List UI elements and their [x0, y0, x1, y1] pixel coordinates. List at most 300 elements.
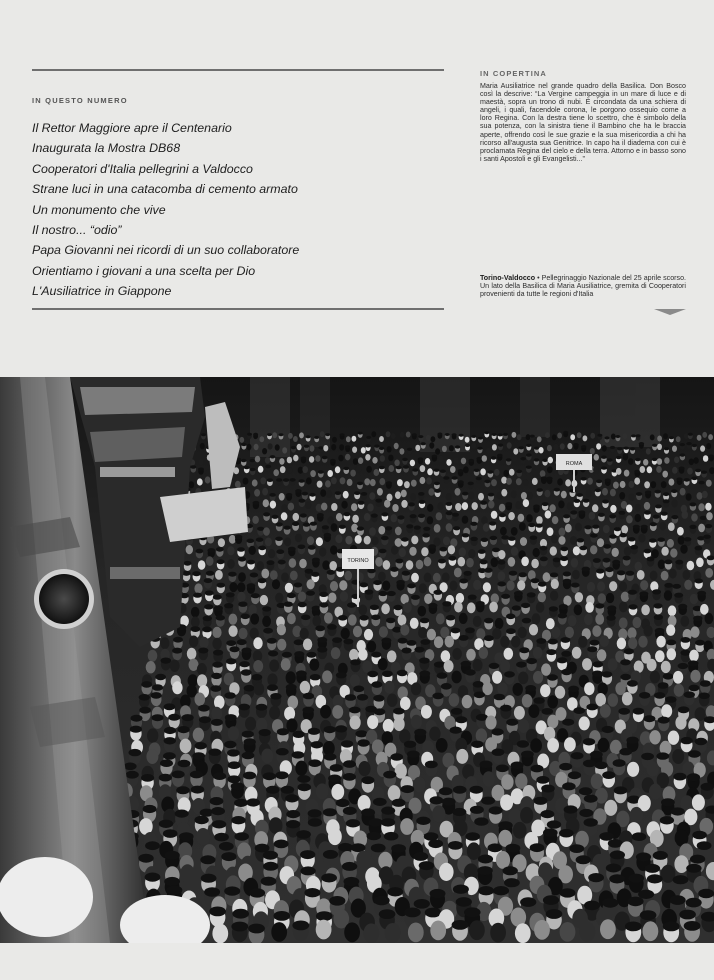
crowd-hair	[332, 637, 342, 643]
crowd-head	[438, 456, 443, 463]
contents-item[interactable]: Papa Giovanni nei ricordi di un suo collaboratore	[32, 243, 300, 258]
crowd-hair	[450, 727, 462, 734]
crowd-hair	[366, 436, 371, 439]
crowd-head	[635, 514, 642, 522]
crowd-head	[249, 546, 256, 555]
crowd-hair	[439, 547, 447, 552]
crowd-head	[410, 618, 419, 629]
crowd-head	[401, 500, 407, 508]
crowd-hair	[448, 556, 456, 561]
crowd-hair	[324, 533, 332, 537]
crowd-head	[689, 459, 694, 466]
crowd-hair	[603, 558, 611, 563]
crowd-hair	[587, 646, 597, 652]
crowd-head	[690, 594, 698, 604]
crowd-head	[404, 481, 410, 488]
crowd-head	[533, 548, 540, 557]
crowd-head	[367, 715, 378, 729]
crowd-hair	[374, 896, 390, 906]
crowd-head	[496, 851, 510, 869]
crowd-hair	[453, 526, 460, 530]
crowd-head	[664, 457, 669, 464]
crowd-head	[348, 614, 357, 625]
crowd-hair	[259, 729, 271, 736]
crowd-hair	[419, 500, 426, 504]
crowd-hair	[386, 481, 392, 485]
crowd-head	[598, 738, 610, 753]
crowd-hair	[360, 582, 369, 587]
crowd-hair	[452, 920, 469, 930]
crowd-head	[516, 478, 522, 485]
crowd-hair	[234, 799, 248, 807]
crowd-head	[446, 523, 453, 532]
crowd-head	[565, 479, 571, 486]
crowd-head	[482, 455, 487, 462]
crowd-head	[572, 647, 582, 659]
crowd-hair	[250, 573, 258, 578]
crowd-hair	[674, 593, 683, 598]
crowd-hair	[418, 435, 423, 438]
crowd-head	[186, 545, 193, 554]
crowd-hair	[563, 579, 572, 584]
crowd-head	[483, 771, 495, 787]
crowd-head	[449, 581, 457, 591]
crowd-hair	[200, 855, 215, 864]
crowd-hair	[232, 909, 249, 919]
crowd-hair	[543, 828, 558, 837]
crowd-hair	[560, 637, 570, 643]
crowd-hair	[661, 798, 675, 806]
crowd-hair	[430, 889, 446, 898]
crowd-head	[669, 569, 677, 579]
crowd-head	[358, 649, 368, 661]
crowd-head	[590, 433, 595, 439]
crowd-head	[647, 466, 653, 473]
crowd-head	[262, 488, 268, 496]
crowd-hair	[598, 513, 605, 517]
crowd-hair	[601, 466, 607, 469]
crowd-hair	[151, 692, 162, 699]
crowd-hair	[286, 810, 300, 818]
crowd-hair	[312, 606, 321, 611]
crowd-hair	[680, 650, 690, 656]
crowd-hair	[671, 489, 677, 493]
crowd-hair	[612, 560, 620, 565]
crowd-hair	[196, 549, 204, 554]
crowd-hair	[684, 537, 692, 541]
crowd-hair	[627, 897, 643, 907]
crowd-hair	[303, 707, 315, 714]
crowd-hair	[258, 546, 266, 551]
crowd-head	[624, 470, 630, 477]
crowd-hair	[321, 873, 337, 882]
crowd-head	[449, 693, 460, 706]
crowd-head	[621, 592, 629, 602]
crowd-hair	[244, 466, 250, 469]
crowd-head	[406, 432, 411, 438]
crowd-hair	[318, 446, 323, 449]
crowd-hair	[630, 545, 638, 550]
crowd-head	[421, 705, 432, 719]
crowd-hair	[508, 537, 516, 541]
crowd-hair	[593, 661, 604, 667]
crowd-hair	[217, 583, 226, 588]
crowd-hair	[474, 817, 488, 825]
crowd-hair	[692, 444, 697, 447]
crowd-head	[657, 458, 662, 465]
crowd-hair	[595, 488, 601, 492]
crowd-hair	[182, 714, 194, 721]
crowd-head	[620, 481, 626, 488]
crowd-head	[575, 592, 583, 602]
crowd-head	[518, 627, 527, 638]
crowd-head	[343, 491, 349, 499]
crowd-head	[541, 663, 551, 675]
crowd-hair	[462, 533, 470, 537]
crowd-hair	[602, 771, 615, 779]
crowd-hair	[470, 537, 478, 541]
crowd-head	[486, 448, 491, 454]
crowd-head	[678, 536, 685, 545]
crowd-head	[353, 458, 358, 465]
crowd-hair	[470, 806, 484, 814]
crowd-head	[610, 505, 616, 513]
crowd-hair	[695, 546, 703, 551]
crowd-hair	[226, 640, 236, 646]
crowd-hair	[571, 752, 584, 759]
crowd-hair	[145, 841, 160, 850]
crowd-hair	[628, 590, 637, 595]
crowd-hair	[204, 578, 213, 583]
crowd-hair	[371, 514, 378, 518]
crowd-hair	[434, 469, 440, 472]
crowd-head	[306, 477, 312, 484]
crowd-hair	[290, 478, 296, 482]
crowd-hair	[597, 434, 602, 437]
crowd-hair	[546, 909, 563, 919]
crowd-hair	[492, 749, 505, 756]
crowd-head	[330, 545, 337, 554]
crowd-hair	[530, 536, 538, 540]
crowd-head	[332, 705, 343, 719]
crowd-hair	[163, 829, 178, 838]
crowd-hair	[595, 762, 608, 770]
crowd-hair	[244, 685, 255, 692]
crowd-head	[668, 522, 675, 531]
crowd-hair	[530, 435, 535, 438]
crowd-hair	[143, 805, 157, 813]
crowd-head	[687, 468, 693, 475]
crowd-head	[629, 493, 635, 501]
crowd-head	[567, 443, 572, 449]
crowd-hair	[253, 501, 260, 505]
crowd-head	[492, 671, 502, 684]
crowd-hair	[279, 433, 284, 436]
crowd-head	[237, 582, 245, 592]
crowd-hair	[243, 772, 256, 780]
crowd-hair	[252, 674, 263, 680]
crowd-head	[627, 762, 639, 777]
contents-item[interactable]: Il nostro... “odio”	[32, 223, 122, 238]
crowd-head	[706, 443, 711, 449]
crowd-hair	[686, 898, 702, 908]
crowd-hair	[211, 719, 223, 726]
crowd-hair	[596, 480, 602, 484]
crowd-head	[663, 433, 668, 439]
crowd-head	[609, 581, 617, 591]
crowd-head	[680, 616, 689, 627]
crowd-hair	[605, 436, 610, 439]
crowd-hair	[498, 560, 506, 565]
crowd-hair	[239, 661, 250, 667]
crowd-hair	[664, 583, 673, 588]
crowd-head	[469, 920, 485, 940]
crowd-hair	[609, 874, 625, 883]
crowd-head	[436, 613, 445, 624]
crowd-hair	[516, 662, 527, 668]
crowd-head	[579, 716, 590, 730]
crowd-hair	[339, 525, 346, 529]
crowd-hair	[277, 728, 289, 735]
crowd-hair	[266, 786, 280, 794]
contents-item[interactable]: Cooperatori d'Italia pellegrini a Valdocco	[32, 161, 253, 176]
contents-item[interactable]: Un monumento che vive	[32, 202, 166, 217]
crowd-hair	[379, 466, 385, 469]
crowd-head	[380, 455, 385, 462]
contents-item[interactable]: Strane luci in una catacomba di cemento armato	[32, 182, 298, 197]
crowd-head	[600, 704, 611, 718]
crowd-hair	[698, 889, 714, 898]
crowd-hair	[434, 482, 440, 486]
crowd-head	[534, 920, 550, 940]
crowd-hair	[505, 502, 512, 506]
crowd-hair	[570, 510, 577, 514]
contents-item[interactable]: Il Rettor Maggiore apre il Centenario	[32, 121, 232, 135]
crowd-head	[664, 590, 672, 600]
crowd-head	[656, 636, 665, 648]
crowd-head	[350, 470, 356, 477]
crowd-hair	[504, 878, 520, 887]
crowd-hair	[358, 501, 365, 505]
crowd-head	[444, 660, 454, 672]
crowd-hair	[345, 694, 356, 701]
crowd-hair	[511, 762, 524, 770]
crowd-head	[591, 773, 603, 789]
crowd-hair	[526, 444, 531, 447]
crowd-head	[381, 603, 390, 614]
crowd-head	[349, 649, 359, 661]
crowd-hair	[353, 686, 364, 693]
crowd-hair	[519, 446, 524, 449]
crowd-hair	[206, 571, 214, 576]
crowd-hair	[375, 499, 382, 503]
crowd-hair	[257, 527, 264, 531]
crowd-hair	[488, 843, 503, 852]
crowd-head	[508, 512, 515, 520]
crowd-hair	[584, 818, 598, 826]
contents-item[interactable]: Inaugurata la Mostra DB68	[32, 141, 181, 156]
crowd-head	[418, 627, 427, 638]
crowd-hair	[195, 742, 207, 749]
crowd-head	[536, 516, 543, 524]
crowd-hair	[542, 708, 554, 715]
crowd-head	[427, 516, 434, 524]
crowd-hair	[330, 764, 343, 772]
crowd-head	[250, 613, 259, 624]
crowd-head	[268, 443, 273, 449]
crowd-hair	[227, 749, 240, 756]
contents-item[interactable]: Orientiamo i giovani a una scelta per Dio	[32, 263, 256, 278]
crowd-hair	[678, 663, 689, 669]
crowd-hair	[504, 671, 515, 677]
contents-item[interactable]: L'Ausiliatrice in Giappone	[32, 284, 172, 299]
crowd-head	[698, 503, 704, 511]
crowd-hair	[210, 797, 224, 805]
crowd-head	[261, 749, 273, 764]
crowd-head	[590, 545, 597, 554]
crowd-hair	[468, 595, 477, 600]
crowd-head	[346, 436, 351, 442]
crowd-hair	[355, 730, 367, 737]
crowd-hair	[689, 525, 696, 529]
crowd-head	[199, 637, 208, 649]
crowd-hair	[378, 591, 387, 596]
crowd-hair	[281, 786, 295, 794]
crowd-head	[500, 636, 509, 648]
crowd-hair	[664, 447, 669, 450]
crowd-head	[647, 762, 659, 777]
crowd-hair	[139, 707, 151, 714]
crowd-hair	[506, 719, 518, 726]
crowd-head	[647, 659, 657, 671]
crowd-hair	[361, 808, 375, 816]
crowd-hair	[478, 549, 486, 554]
crowd-head	[462, 695, 473, 708]
crowd-head	[310, 470, 316, 477]
crowd-hair	[459, 635, 469, 641]
crowd-head	[532, 478, 538, 485]
crowd-hair	[364, 589, 373, 594]
crowd-head	[661, 704, 672, 718]
crowd-hair	[579, 809, 593, 817]
crowd-hair	[441, 683, 452, 690]
crowd-hair	[286, 820, 300, 828]
crowd-hair	[414, 899, 430, 909]
crowd-hair	[670, 895, 686, 905]
crowd-hair	[383, 771, 396, 779]
crowd-hair	[588, 873, 604, 882]
crowd-hair	[595, 603, 604, 608]
crowd-hair	[247, 539, 255, 543]
crowd-hair	[384, 832, 399, 841]
crowd-hair	[569, 844, 584, 853]
crowd-hair	[346, 819, 360, 827]
crowd-hair	[636, 852, 651, 861]
crowd-head	[520, 807, 533, 824]
crowd-hair	[452, 513, 459, 517]
crowd-head	[692, 794, 705, 810]
crowd-hair	[516, 470, 522, 473]
crowd-head	[424, 594, 432, 604]
crowd-hair	[224, 603, 233, 608]
crowd-head	[269, 706, 280, 720]
crowd-head	[557, 478, 563, 485]
crowd-hair	[403, 465, 409, 468]
crowd-head	[293, 513, 300, 521]
crowd-hair	[461, 661, 472, 667]
crowd-head	[344, 922, 360, 942]
crowd-head	[243, 478, 249, 485]
crowd-hair	[543, 895, 559, 905]
crowd-hair	[327, 624, 337, 630]
crowd-hair	[274, 911, 291, 921]
crowd-head	[565, 627, 574, 638]
crowd-head	[352, 436, 357, 442]
crowd-hair	[634, 470, 640, 473]
crowd-hair	[541, 785, 555, 793]
crowd-head	[317, 481, 323, 488]
crowd-hair	[658, 682, 669, 689]
crowd-hair	[275, 537, 283, 541]
crowd-hair	[501, 594, 510, 599]
crowd-hair	[217, 559, 225, 564]
crowd-head	[238, 628, 247, 639]
crowd-head	[638, 636, 647, 648]
crowd-head	[635, 562, 643, 572]
crowd-head	[596, 443, 601, 449]
crowd-hair	[701, 471, 707, 474]
crowd-head	[191, 617, 200, 628]
crowd-head	[193, 728, 204, 742]
crowd-hair	[647, 557, 655, 562]
crowd-hair	[358, 432, 363, 435]
crowd-head	[270, 501, 276, 509]
crowd-head	[160, 637, 169, 649]
crowd-hair	[620, 674, 631, 680]
crowd-hair	[209, 907, 226, 917]
crowd-head	[341, 628, 350, 639]
crowd-hair	[645, 491, 651, 495]
crowd-hair	[503, 866, 518, 875]
crowd-head	[499, 504, 505, 512]
crowd-hair	[241, 443, 246, 446]
crowd-hair	[350, 659, 361, 665]
crowd-head	[590, 448, 595, 454]
crowd-hair	[537, 488, 543, 492]
crowd-hair	[448, 841, 463, 850]
crowd-hair	[653, 603, 662, 608]
crowd-head	[433, 573, 441, 583]
crowd-hair	[540, 810, 554, 818]
crowd-hair	[131, 715, 143, 722]
crowd-hair	[563, 431, 568, 434]
crowd-hair	[492, 548, 500, 553]
crowd-head	[442, 446, 447, 452]
crowd-head	[621, 525, 628, 534]
crowd-head	[551, 627, 560, 638]
crowd-head	[229, 625, 238, 636]
crowd-head	[330, 581, 338, 591]
crowd-hair	[664, 560, 672, 565]
crowd-hair	[527, 592, 536, 597]
crowd-hair	[559, 829, 574, 838]
crowd-hair	[317, 513, 324, 517]
top-divider	[32, 69, 444, 71]
crowd-head	[619, 602, 628, 613]
crowd-hair	[478, 855, 493, 864]
crowd-hair	[666, 640, 676, 646]
crowd-head	[513, 448, 518, 454]
